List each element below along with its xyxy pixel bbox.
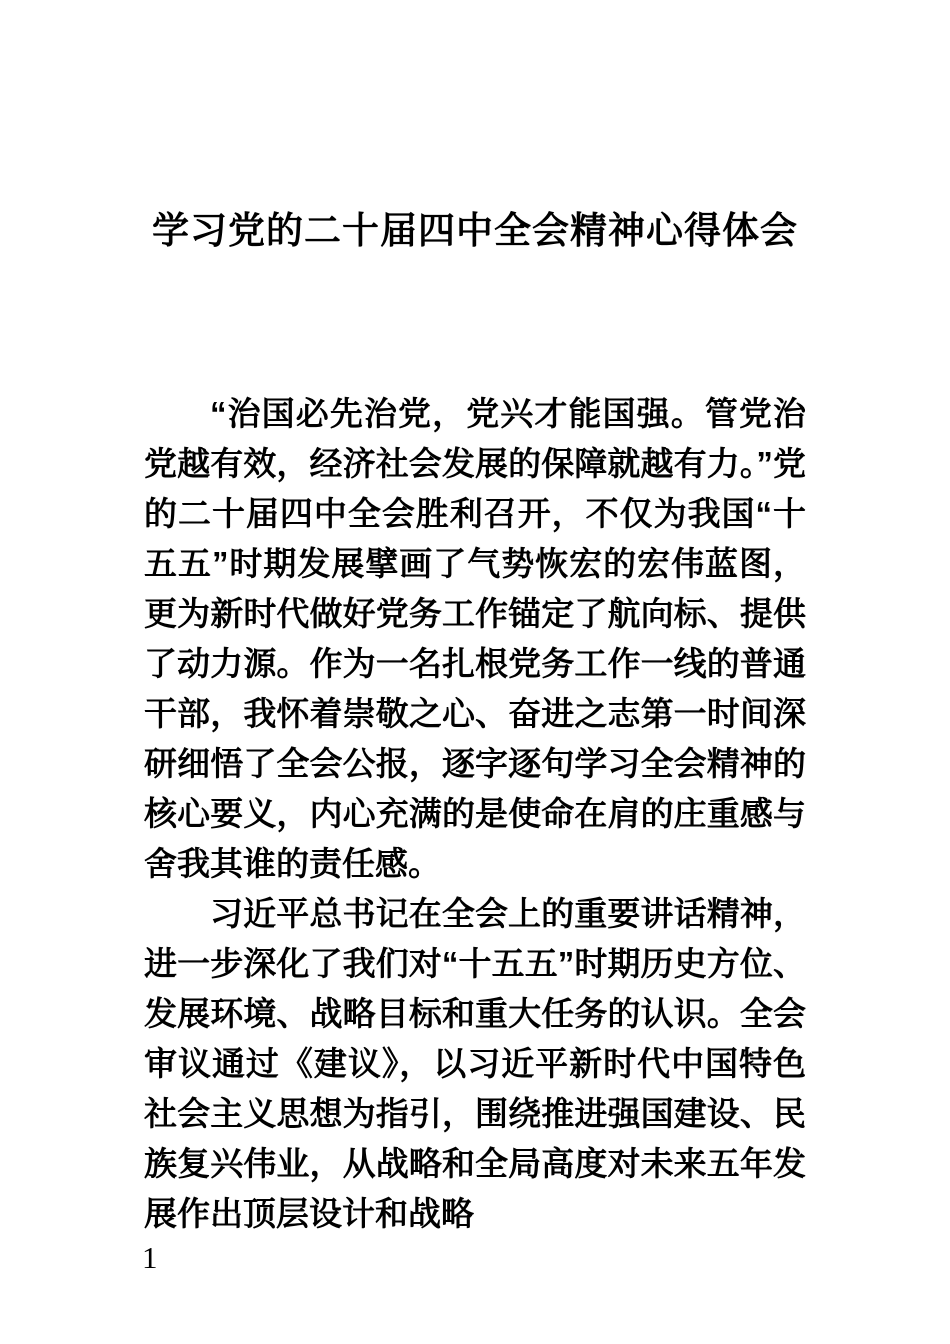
paragraph-1: “治国必先治党，党兴才能国强。管党治党越有效，经济社会发展的保障就越有力。”党的二十届四中全会胜利召开，不仅为我国“十五五”时期发展擘画了气势恢宏的宏伟蓝图，更为新时代做好党务工作锚定了航向标、提供了动力源。作为一名扎根党务工作一线的普通干部，我怀着崇敬之心、奋进之志第一时间深研细悟了全会公报，逐字逐句学习全会精神的核心要义，内心充满的是使命在肩的庄重感与舍我其谁的责任感。 <box>144 395 806 882</box>
page-number: 1 <box>142 1240 158 1275</box>
paragraph-2: 习近平总书记在全会上的重要讲话精神，进一步深化了我们对“十五五”时期历史方位、发展环境、战略目标和重大任务的认识。全会审议通过《建议》，以习近平新时代中国特色社会主义思想为指引，围绕推进强国建设、民族复兴伟业，从战略和全局高度对未来五年发展作出顶层设计和战略 <box>144 895 806 1232</box>
document-body <box>0 389 950 1239</box>
document-title: 学习党的二十届四中全会精神心得体会 <box>152 210 798 251</box>
